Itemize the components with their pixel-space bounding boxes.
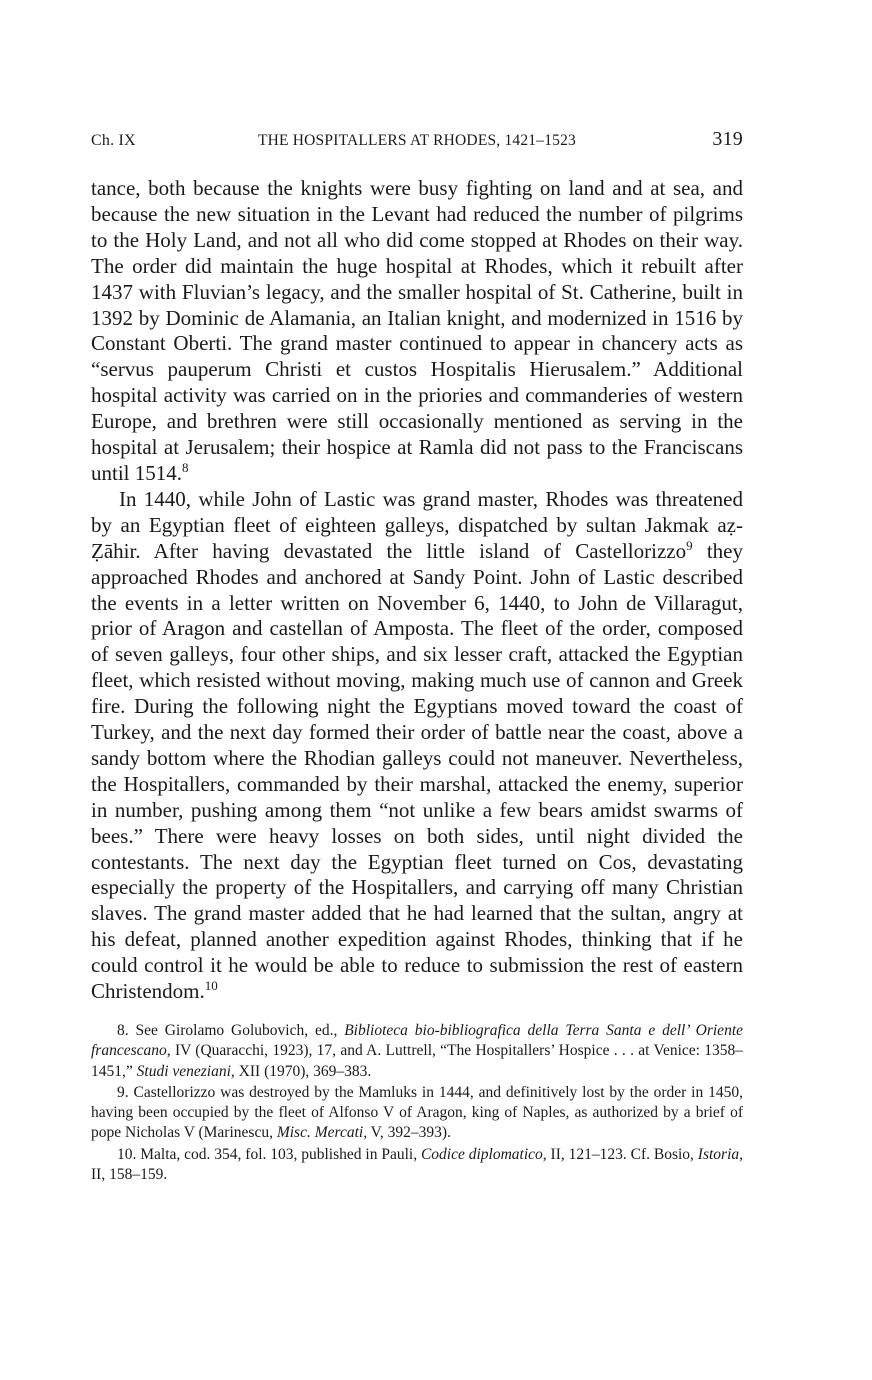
footnote-10-number: 10.: [117, 1145, 137, 1163]
footnote-8-number: 8.: [117, 1022, 129, 1039]
paragraph-2-text-a: In 1440, while John of Lastic was grand master, Rhodes was threatened by an Egyptian fleet of eighteen galleys, dispatched by sultan Jakmak aẓ-Ẓāhir. After having devastated the little island of Castellorizzo: [91, 486, 743, 563]
footnote-8-text-1: See Girolamo Golubovich, ed.,: [135, 1022, 345, 1039]
running-title: THE HOSPITALLERS AT RHODES, 1421–1523: [257, 132, 577, 149]
footnote-9-text-2: V, 392–393).: [367, 1124, 451, 1142]
main-text: [91, 176, 743, 1005]
footnote-8-text-2: IV (Quaracchi, 1923), 17, and A. Luttrell, “The Hospitallers’ Hospice . . . at Venice: 1358–1451,”: [91, 1042, 743, 1080]
footnote-9-number: 9.: [117, 1083, 129, 1101]
footnote-9: [91, 1083, 743, 1144]
footnote-ref-9[interactable]: 9: [686, 537, 693, 553]
footnote-8-italic-1: Biblioteca bio-bibliografica della Terra Santa e dell’ Oriente francescano,: [91, 1022, 744, 1060]
paragraph-1: [91, 176, 743, 487]
running-head: [91, 128, 743, 154]
footnotes: [91, 1021, 743, 1185]
chapter-label: Ch. IX: [91, 132, 136, 149]
footnote-10-italic-2: Istoria,: [697, 1145, 743, 1163]
footnote-10: [91, 1145, 743, 1186]
page-number: 319: [712, 128, 743, 150]
footnote-8-italic-2: Studi veneziani,: [136, 1062, 235, 1080]
footnote-9-text-1: Castellorizzo was destroyed by the Mamluks in 1444, and definitively lost by the order in 1450, having been occupied by the fleet of Alfonso V of Aragon, king of Naples, as authorized by a brief of pope Nicholas V (Marinescu,: [91, 1083, 743, 1142]
paragraph-1-text: tance, both because the knights were busy fighting on land and at sea, and because the new situation in the Levant had reduced the number of pilgrims to the Holy Land, and not all who did come stopped at Rhodes on their way. The order did maintain the huge hospital at Rhodes, which it rebuilt after 1437 with Fluvian’s legacy, and the smaller hospital of St. Catherine, built in 1392 by Dominic de Alamania, an Italian knight, and modernized in 1516 by Constant Oberti. The grand master continued to appear in chancery acts as “servus pauperum Christi et custos Hospitalis Hierusalem.” Additional hospital activity was carried on in the priories and commanderies of western Europe, and brethren were still occasionally mentioned as serving in the hospital at Jerusalem; their hospice at Ramla did not pass to the Franciscans until 1514.: [91, 176, 743, 485]
paragraph-2: [91, 487, 743, 1005]
footnote-10-text-2: II, 121–123. Cf. Bosio,: [546, 1145, 698, 1163]
book-page: [91, 128, 743, 1186]
footnote-10-italic-1: Codice diplomatico,: [420, 1145, 547, 1163]
footnote-8-text-3: XII (1970), 369–383.: [234, 1062, 372, 1080]
footnote-ref-8[interactable]: 8: [182, 459, 189, 475]
paragraph-2-text-b: they approached Rhodes and anchored at Sandy Point. John of Lastic described the events in a letter written on November 6, 1440, to John de Villaragut, prior of Aragon and castellan of Amposta. The fleet of the order, composed of seven galleys, four other ships, and six lesser craft, attacked the Egyptian fleet, which resisted without moving, making much use of cannon and Greek fire. During the following night the Egyptians moved toward the coast of Turkey, and the next day formed their order of battle near the coast, above a sandy bottom where the Rhodian galleys could not maneuver. Nevertheless, the Hospitallers, commanded by their marshal, attacked the enemy, superior in number, pushing among them “not unlike a few bears amidst swarms of bees.” There were heavy losses on both sides, until night divided the contestants. The next day the Egyptian fleet turned on Cos, devastating especially the property of the Hospitallers, and carrying off many Christian slaves. The grand master added that he had learned that the sultan, angry at his defeat, planned another expedition against Rhodes, thinking that if he could control it he would be able to reduce to submission the rest of eastern Christendom.: [91, 538, 743, 1004]
footnote-9-italic-1: Misc. Mercati,: [276, 1124, 368, 1142]
footnote-8: [91, 1021, 743, 1082]
footnote-10-text-3: II, 158–159.: [91, 1166, 168, 1184]
footnote-10-text-1: Malta, cod. 354, fol. 103, published in Pauli,: [140, 1145, 421, 1163]
footnote-ref-10[interactable]: 10: [204, 978, 218, 994]
